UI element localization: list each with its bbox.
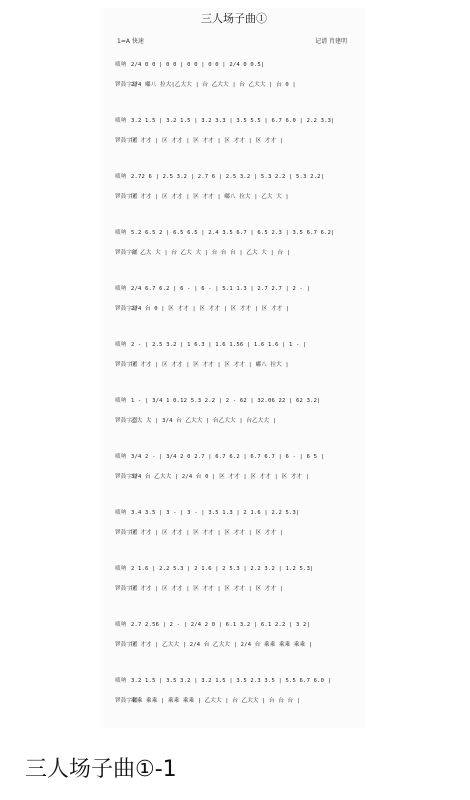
percussion-label: 锣鼓字谱 xyxy=(115,698,138,704)
suona-label: 唢呐 xyxy=(115,230,127,236)
suona-notes: 1 - | 3/4 1 0.12 5.3 2.2 | 2 - 62 | 32.06 22 | 62 3.2| xyxy=(131,398,321,404)
suona-notes: 2.7 2.56 | 2 - | 2/4 2 0 | 6.1 3.2 | 6.1 2.2 | 3 2| xyxy=(131,622,311,628)
percussion-label: 锣鼓字谱 xyxy=(115,306,138,312)
suona-label: 唢呐 xyxy=(115,398,127,404)
percussion-line xyxy=(115,248,355,260)
suona-notes: 5.2 6.5 2 | 6.5 6.5 | 2.4 3.5 6.7 | 6.5 2.3 | 3.5 6.7 6.2| xyxy=(131,230,335,236)
score-system xyxy=(115,508,355,564)
percussion-line xyxy=(115,136,355,148)
suona-line xyxy=(115,340,355,352)
suona-label: 唢呐 xyxy=(115,118,127,124)
percussion-label: 锣鼓字谱 xyxy=(115,82,138,88)
suona-label: 唢呐 xyxy=(115,622,127,628)
percussion-label: 锣鼓字谱 xyxy=(115,138,138,144)
key-tempo: 1=A 快速 xyxy=(117,38,144,45)
percussion-line xyxy=(115,360,355,372)
suona-label: 唢呐 xyxy=(115,454,127,460)
score-system xyxy=(115,620,355,676)
percussion-line xyxy=(115,472,355,484)
score-system xyxy=(115,172,355,228)
suona-notes: 3.4 3.5 | 3 - | 3 - | 3.5 1.3 | 2 1.6 | 2.2 5.3| xyxy=(131,510,300,516)
percussion-label: 锣鼓字谱 xyxy=(115,194,138,200)
percussion-label: 锣鼓字谱 xyxy=(115,586,138,592)
score-system xyxy=(115,60,355,116)
percussion-notes: 2/4 嘟八 拉大|乙大大 | 台 乙大大 | 台 乙大大 | 台 0 | xyxy=(131,82,296,88)
suona-label: 唢呐 xyxy=(115,678,127,684)
percussion-label: 锣鼓字谱 xyxy=(115,418,138,424)
percussion-label: 锣鼓字谱 xyxy=(115,362,138,368)
percussion-line xyxy=(115,416,355,428)
score-system xyxy=(115,564,355,620)
suona-line xyxy=(115,676,355,688)
suona-line xyxy=(115,564,355,576)
percussion-line xyxy=(115,696,355,708)
suona-notes: 2/4 6.7 6.2 | 6 - | 6 - | 5.1 1.3 | 2.7 2.7 | 2 - | xyxy=(131,286,311,292)
percussion-line xyxy=(115,304,355,316)
suona-line xyxy=(115,396,355,408)
score-system xyxy=(115,228,355,284)
percussion-label: 锣鼓字谱 xyxy=(115,642,138,648)
percussion-label: 锣鼓字谱 xyxy=(115,250,138,256)
percussion-notes: 乘乘 乘乘 | 乘乘 乘乘 | 乙大大 | 台 乙大大 | 台 台 台 | xyxy=(131,698,301,704)
score-system xyxy=(115,340,355,396)
suona-notes: 3.2 1.5 | 3.2 1.5 | 3.2 3.3 | 3.5 5.5 | 6.7 6.0 | 2.2 3.3| xyxy=(131,118,335,124)
suona-notes: 3/4 2 - | 3/4 2 0 2.7 | 6.7 6.2 | 6.7 6.7 | 6 - | 6 5 | xyxy=(131,454,325,460)
suona-line xyxy=(115,508,355,520)
score-title: 三人场子曲① xyxy=(201,12,267,25)
suona-notes: 2.72 6 | 2.5 3.2 | 2.7 6 | 2.5 3.2 | 5.3 2.2 | 5.3 2.2| xyxy=(131,174,325,180)
percussion-notes: 台 乙大 大 | 台 乙大 大 | 台 台 台 | 乙大 大 | 台 | xyxy=(131,250,291,256)
percussion-notes: 区 才才 | 区 才才 | 区 才才 | 区 才才 | 区 才才 | xyxy=(131,530,284,536)
percussion-notes: 区 才才 | 区 才才 | 区 才才 | 区 才才 | 区 才才 | xyxy=(131,138,284,144)
score-systems xyxy=(115,60,355,732)
percussion-label: 锣鼓字谱 xyxy=(115,530,138,536)
percussion-notes: 2/4 台 0 | 区 才才 | 区 才才 | 区 才才 | 区 才才 | xyxy=(131,306,290,312)
score-system xyxy=(115,676,355,732)
suona-notes: 3.2 1.5 | 3.5 3.2 | 3.2 1.5 | 3.5 2.3 3.5 | 5.5 6.7 6.0 | xyxy=(131,678,332,684)
suona-label: 唢呐 xyxy=(115,286,127,292)
percussion-notes: 乙大 大 | 3/4 台 乙大大 | 台乙大大 | 台乙大大 | xyxy=(131,418,277,424)
percussion-line xyxy=(115,528,355,540)
percussion-line xyxy=(115,192,355,204)
percussion-notes: 区 才才 | 区 才才 | 区 才才 | 区 才才 | 嘟八 拉大 | xyxy=(131,362,289,368)
suona-notes: 2 - | 2.5 3.2 | 1 6.3 | 1.6 1.56 | 1.6 1.6 | 1 - | xyxy=(131,342,307,348)
suona-notes: 2/4 0 0 | 0 0 | 0 0 | 0 0 | 2/4 0 0.5| xyxy=(131,62,265,68)
suona-line xyxy=(115,172,355,184)
suona-notes: 2 1.6 | 2.2 5.3 | 2 1.6 | 2 5.3 | 2.2 3.2 | 1.2 5.3| xyxy=(131,566,314,572)
suona-line xyxy=(115,284,355,296)
score-page xyxy=(103,8,365,728)
transcriber: 记谱 肖建明 xyxy=(315,38,347,45)
suona-line xyxy=(115,620,355,632)
suona-line xyxy=(115,452,355,464)
percussion-notes: 区 才才 | 乙大大 | 2/4 台 乙大大 | 2/4 台 乘乘 乘乘 乘乘 | xyxy=(131,642,313,648)
score-system xyxy=(115,116,355,172)
percussion-label: 锣鼓字谱 xyxy=(115,474,138,480)
percussion-line xyxy=(115,584,355,596)
caption: 三人场子曲①-1 xyxy=(25,757,177,782)
score-system xyxy=(115,284,355,340)
suona-line xyxy=(115,116,355,128)
suona-label: 唢呐 xyxy=(115,566,127,572)
percussion-notes: 区 才才 | 区 才才 | 区 才才 | 区 才才 | 区 才才 | xyxy=(131,586,284,592)
suona-label: 唢呐 xyxy=(115,510,127,516)
score-system xyxy=(115,452,355,508)
suona-label: 唢呐 xyxy=(115,342,127,348)
suona-label: 唢呐 xyxy=(115,174,127,180)
percussion-notes: 3/4 台 乙大大 | 2/4 台 0 | 区 才才 | 区 才才 | 区 才才 | xyxy=(131,474,310,480)
percussion-notes: 区 才才 | 区 才才 | 区 才才 | 嘟八 拉大 | 乙大 大 | xyxy=(131,194,289,200)
suona-label: 唢呐 xyxy=(115,62,127,68)
percussion-line xyxy=(115,80,355,92)
suona-line xyxy=(115,228,355,240)
score-system xyxy=(115,396,355,452)
percussion-line xyxy=(115,640,355,652)
suona-line xyxy=(115,60,355,72)
